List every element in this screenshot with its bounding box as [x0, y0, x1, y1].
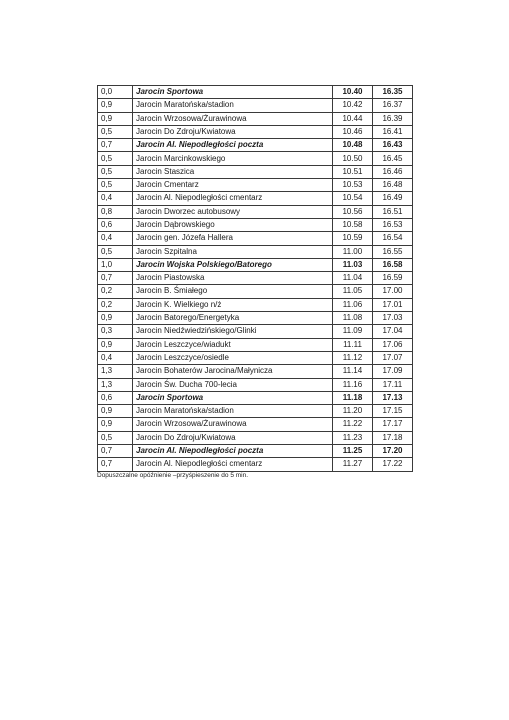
timetable-body: [98, 86, 413, 472]
km-cell: 0,0: [98, 86, 133, 99]
table-row: [98, 99, 413, 112]
table-row: [98, 378, 413, 391]
km-cell: 1,3: [98, 365, 133, 378]
km-cell: 0,9: [98, 418, 133, 431]
stop-name-cell: Jarocin Niedźwiedzińskiego/Glinki: [133, 325, 333, 338]
departure-time-1-cell: 11.16: [333, 378, 373, 391]
departure-time-1-cell: 11.08: [333, 312, 373, 325]
stop-name-cell: Jarocin Dąbrowskiego: [133, 218, 333, 231]
table-row: [98, 86, 413, 99]
departure-time-1-cell: 11.03: [333, 258, 373, 271]
km-cell: 0,7: [98, 139, 133, 152]
departure-time-1-cell: 10.54: [333, 192, 373, 205]
table-row: [98, 458, 413, 471]
departure-time-1-cell: 11.09: [333, 325, 373, 338]
stop-name-cell: Jarocin Do Zdroju/Kwiatowa: [133, 125, 333, 138]
table-row: [98, 445, 413, 458]
km-cell: 0,7: [98, 458, 133, 471]
km-cell: 0,4: [98, 232, 133, 245]
departure-time-1-cell: 11.05: [333, 285, 373, 298]
stop-name-cell: Jarocin Piastowska: [133, 272, 333, 285]
km-cell: 0,7: [98, 445, 133, 458]
table-row: [98, 391, 413, 404]
table-row: [98, 351, 413, 364]
table-row: [98, 418, 413, 431]
departure-time-1-cell: 10.53: [333, 179, 373, 192]
delay-note: Dopuszczalne opóźnienie –przyśpieszenie do 5 min.: [97, 472, 249, 479]
departure-time-1-cell: 10.51: [333, 165, 373, 178]
departure-time-2-cell: 17.18: [373, 431, 413, 444]
departure-time-1-cell: 10.42: [333, 99, 373, 112]
departure-time-2-cell: 16.37: [373, 99, 413, 112]
departure-time-2-cell: 16.55: [373, 245, 413, 258]
table-row: [98, 272, 413, 285]
departure-time-1-cell: 11.06: [333, 298, 373, 311]
km-cell: 0,2: [98, 285, 133, 298]
departure-time-1-cell: 10.44: [333, 112, 373, 125]
departure-time-1-cell: 10.48: [333, 139, 373, 152]
km-cell: 0,5: [98, 152, 133, 165]
km-cell: 0,8: [98, 205, 133, 218]
table-row: [98, 205, 413, 218]
table-row: [98, 245, 413, 258]
stop-name-cell: Jarocin gen. Józefa Hallera: [133, 232, 333, 245]
table-row: [98, 338, 413, 351]
stop-name-cell: Jarocin Do Zdroju/Kwiatowa: [133, 431, 333, 444]
departure-time-2-cell: 16.49: [373, 192, 413, 205]
departure-time-1-cell: 10.58: [333, 218, 373, 231]
departure-time-2-cell: 17.15: [373, 405, 413, 418]
departure-time-2-cell: 16.41: [373, 125, 413, 138]
km-cell: 0,9: [98, 405, 133, 418]
km-cell: 0,9: [98, 338, 133, 351]
km-cell: 0,5: [98, 165, 133, 178]
table-row: [98, 152, 413, 165]
departure-time-2-cell: 16.35: [373, 86, 413, 99]
departure-time-2-cell: 16.39: [373, 112, 413, 125]
table-row: [98, 139, 413, 152]
km-cell: 0,6: [98, 391, 133, 404]
stop-name-cell: Jarocin Al. Niepodległości cmentarz: [133, 458, 333, 471]
departure-time-2-cell: 17.17: [373, 418, 413, 431]
stop-name-cell: Jarocin K. Wielkiego n/ż: [133, 298, 333, 311]
departure-time-1-cell: 11.23: [333, 431, 373, 444]
departure-time-2-cell: 16.59: [373, 272, 413, 285]
km-cell: 1,3: [98, 378, 133, 391]
stop-name-cell: Jarocin Wojska Polskiego/Batorego: [133, 258, 333, 271]
departure-time-1-cell: 11.20: [333, 405, 373, 418]
km-cell: 0,9: [98, 112, 133, 125]
table-row: [98, 125, 413, 138]
departure-time-1-cell: 11.25: [333, 445, 373, 458]
departure-time-2-cell: 16.51: [373, 205, 413, 218]
departure-time-2-cell: 17.09: [373, 365, 413, 378]
stop-name-cell: Jarocin Sportowa: [133, 391, 333, 404]
departure-time-2-cell: 17.04: [373, 325, 413, 338]
departure-time-2-cell: 17.22: [373, 458, 413, 471]
departure-time-2-cell: 16.46: [373, 165, 413, 178]
km-cell: 0,4: [98, 192, 133, 205]
departure-time-1-cell: 11.14: [333, 365, 373, 378]
departure-time-2-cell: 17.11: [373, 378, 413, 391]
departure-time-2-cell: 17.07: [373, 351, 413, 364]
stop-name-cell: Jarocin Al. Niepodległości poczta: [133, 445, 333, 458]
departure-time-1-cell: 10.56: [333, 205, 373, 218]
stop-name-cell: Jarocin Bohaterów Jarocina/Małynicza: [133, 365, 333, 378]
table-row: [98, 218, 413, 231]
stop-name-cell: Jarocin Cmentarz: [133, 179, 333, 192]
departure-time-1-cell: 10.50: [333, 152, 373, 165]
stop-name-cell: Jarocin B. Śmiałego: [133, 285, 333, 298]
stop-name-cell: Jarocin Wrzosowa/Żurawinowa: [133, 112, 333, 125]
table-row: [98, 325, 413, 338]
stop-name-cell: Jarocin Leszczyce/wiadukt: [133, 338, 333, 351]
departure-time-2-cell: 17.00: [373, 285, 413, 298]
stop-name-cell: Jarocin Staszica: [133, 165, 333, 178]
km-cell: 0,7: [98, 272, 133, 285]
stop-name-cell: Jarocin Maratońska/stadion: [133, 405, 333, 418]
departure-time-1-cell: 11.18: [333, 391, 373, 404]
stop-name-cell: Jarocin Dworzec autobusowy: [133, 205, 333, 218]
table-row: [98, 312, 413, 325]
departure-time-1-cell: 11.11: [333, 338, 373, 351]
departure-time-1-cell: 10.46: [333, 125, 373, 138]
departure-time-1-cell: 11.00: [333, 245, 373, 258]
stop-name-cell: Jarocin Sportowa: [133, 86, 333, 99]
departure-time-2-cell: 16.43: [373, 139, 413, 152]
km-cell: 0,5: [98, 431, 133, 444]
departure-time-2-cell: 17.13: [373, 391, 413, 404]
km-cell: 0,5: [98, 179, 133, 192]
table-row: [98, 258, 413, 271]
departure-time-2-cell: 16.54: [373, 232, 413, 245]
bus-timetable: [97, 85, 413, 472]
departure-time-2-cell: 16.53: [373, 218, 413, 231]
departure-time-2-cell: 17.06: [373, 338, 413, 351]
departure-time-2-cell: 16.48: [373, 179, 413, 192]
stop-name-cell: Jarocin Batorego/Energetyka: [133, 312, 333, 325]
km-cell: 0,9: [98, 312, 133, 325]
stop-name-cell: Jarocin Św. Ducha 700-lecia: [133, 378, 333, 391]
stop-name-cell: Jarocin Marcinkowskiego: [133, 152, 333, 165]
stop-name-cell: Jarocin Szpitalna: [133, 245, 333, 258]
departure-time-2-cell: 16.58: [373, 258, 413, 271]
km-cell: 0,4: [98, 351, 133, 364]
departure-time-2-cell: 17.20: [373, 445, 413, 458]
stop-name-cell: Jarocin Wrzosowa/Żurawinowa: [133, 418, 333, 431]
departure-time-1-cell: 11.22: [333, 418, 373, 431]
departure-time-2-cell: 16.45: [373, 152, 413, 165]
departure-time-1-cell: 11.04: [333, 272, 373, 285]
table-row: [98, 431, 413, 444]
km-cell: 0,9: [98, 99, 133, 112]
departure-time-1-cell: 11.27: [333, 458, 373, 471]
km-cell: 0,5: [98, 245, 133, 258]
km-cell: 0,5: [98, 125, 133, 138]
km-cell: 0,3: [98, 325, 133, 338]
stop-name-cell: Jarocin Leszczyce/osiedle: [133, 351, 333, 364]
departure-time-2-cell: 17.01: [373, 298, 413, 311]
departure-time-1-cell: 11.12: [333, 351, 373, 364]
km-cell: 0,2: [98, 298, 133, 311]
table-row: [98, 192, 413, 205]
departure-time-1-cell: 10.59: [333, 232, 373, 245]
km-cell: 1,0: [98, 258, 133, 271]
table-row: [98, 179, 413, 192]
table-row: [98, 285, 413, 298]
table-row: [98, 405, 413, 418]
stop-name-cell: Jarocin Al. Niepodległości cmentarz: [133, 192, 333, 205]
table-row: [98, 112, 413, 125]
stop-name-cell: Jarocin Maratońska/stadion: [133, 99, 333, 112]
departure-time-2-cell: 17.03: [373, 312, 413, 325]
km-cell: 0,6: [98, 218, 133, 231]
table-row: [98, 232, 413, 245]
table-row: [98, 365, 413, 378]
departure-time-1-cell: 10.40: [333, 86, 373, 99]
table-row: [98, 298, 413, 311]
stop-name-cell: Jarocin Al. Niepodległości poczta: [133, 139, 333, 152]
table-row: [98, 165, 413, 178]
